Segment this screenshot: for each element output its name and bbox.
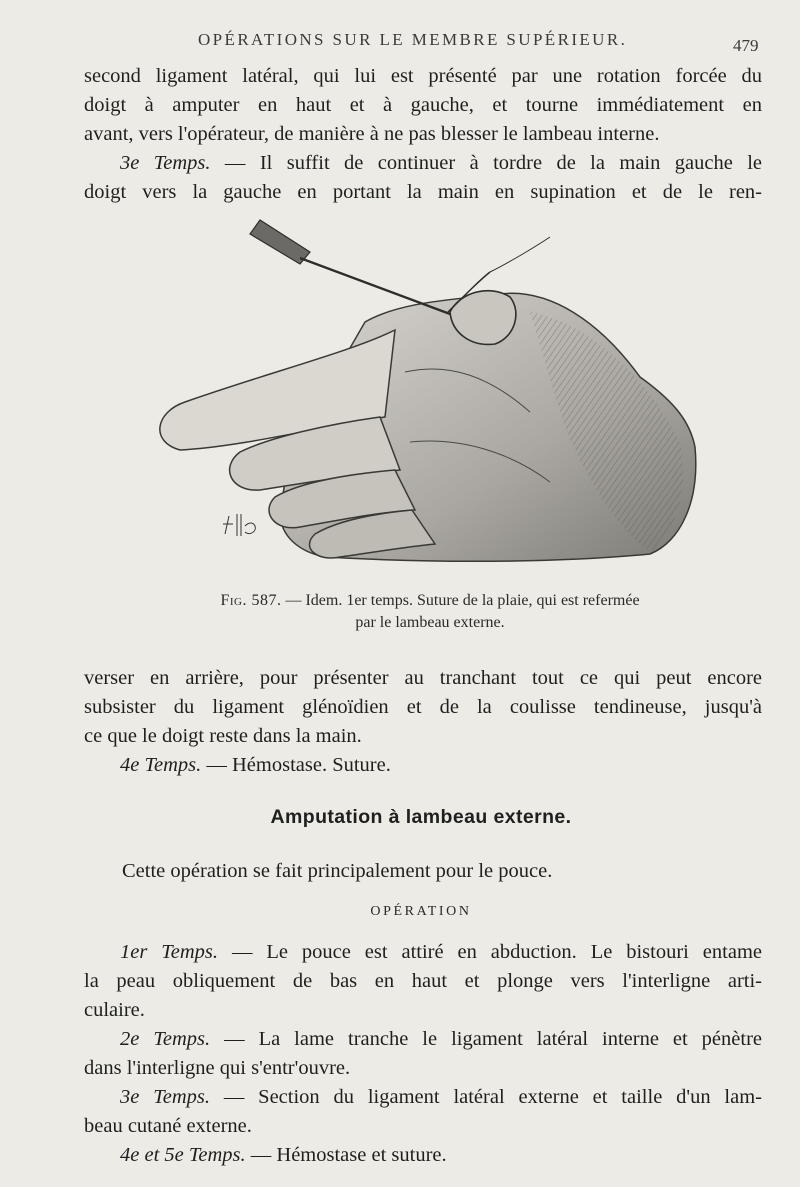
step-4-5 <box>84 1141 762 1170</box>
subheading: OPÉRATION <box>370 904 472 919</box>
temps-label: 3e Temps. <box>120 152 211 174</box>
text-line: doigt vers la gauche en portant la main en supination et de le ren- <box>84 181 762 203</box>
text-line: verser en arrière, pour présenter au tranchant tout ce qui peut encore <box>84 667 762 689</box>
text-line: culaire. <box>84 999 145 1021</box>
paragraph-continued <box>84 62 762 149</box>
temps-label: 2e Temps. <box>120 1028 211 1050</box>
paragraph-continued <box>84 664 762 751</box>
text-run: — Il suffit de continuer à tordre de la main gauche le <box>210 152 763 174</box>
text-line: Cette opération se fait principalement pour le pouce. <box>122 860 553 882</box>
temps-label: 4e Temps. <box>120 754 202 776</box>
text-line <box>84 149 762 178</box>
text-run: — Section du ligament latéral externe et taille d'un lam- <box>209 1086 762 1108</box>
step-1 <box>84 938 762 1025</box>
text-line <box>84 1083 762 1112</box>
text-line <box>84 938 762 967</box>
intro-block <box>84 857 762 886</box>
text-line: doigt à amputer en haut et à gauche, et tourne immédiatement en <box>84 94 762 116</box>
paragraph-temps-4 <box>84 751 762 780</box>
text-line: dans l'interligne qui s'entr'ouvre. <box>84 1057 351 1079</box>
text-run: — Hémostase et suture. <box>245 1144 447 1166</box>
page-number: 479 <box>733 36 759 55</box>
text-line: ce que le doigt reste dans la main. <box>84 725 362 747</box>
operation-steps <box>84 938 762 1170</box>
caption-line <box>140 590 720 612</box>
text-line <box>84 1141 762 1170</box>
intro-paragraph <box>84 857 762 886</box>
temps-label: 4e et 5e Temps. <box>120 1144 246 1166</box>
section-heading: Amputation à lambeau externe. <box>270 806 572 828</box>
step-2 <box>84 1025 762 1083</box>
text-run: — Le pouce est attiré en abduction. Le bistouri entame <box>218 941 762 963</box>
top-text-block <box>84 62 762 207</box>
paragraph-temps-3 <box>84 149 762 207</box>
figure-label: Fig. 587. <box>220 592 282 609</box>
text-line: la peau obliquement de bas en haut et plonge vers l'interligne arti- <box>84 970 762 992</box>
temps-label: 1er Temps. <box>120 941 219 963</box>
running-title: OPÉRATIONS SUR LE MEMBRE SUPÉRIEUR. <box>198 30 628 49</box>
step-3 <box>84 1083 762 1141</box>
caption-line: par le lambeau externe. <box>355 614 505 631</box>
text-line: subsister du ligament glénoïdien et de la coulisse tendineuse, jusqu'à <box>84 696 762 718</box>
figure-caption <box>140 590 720 634</box>
text-line: avant, vers l'opérateur, de manière à ne pas blesser le lambeau interne. <box>84 123 660 145</box>
temps-label: 3e Temps. <box>120 1086 210 1108</box>
text-line <box>84 751 762 780</box>
running-header <box>0 26 800 54</box>
text-line: second ligament latéral, qui lui est présenté par une rotation forcée du <box>84 65 762 87</box>
caption-text: — Idem. 1er temps. Suture de la plaie, qui est refermée <box>281 592 640 609</box>
text-line <box>84 1025 762 1054</box>
middle-text-block <box>84 664 762 780</box>
hand-suture-engraving <box>150 212 710 587</box>
text-run: — Hémostase. Suture. <box>201 754 391 776</box>
text-run: — La lame tranche le ligament latéral interne et pénètre <box>210 1028 762 1050</box>
text-line: beau cutané externe. <box>84 1115 252 1137</box>
hand-illustration <box>150 212 710 587</box>
